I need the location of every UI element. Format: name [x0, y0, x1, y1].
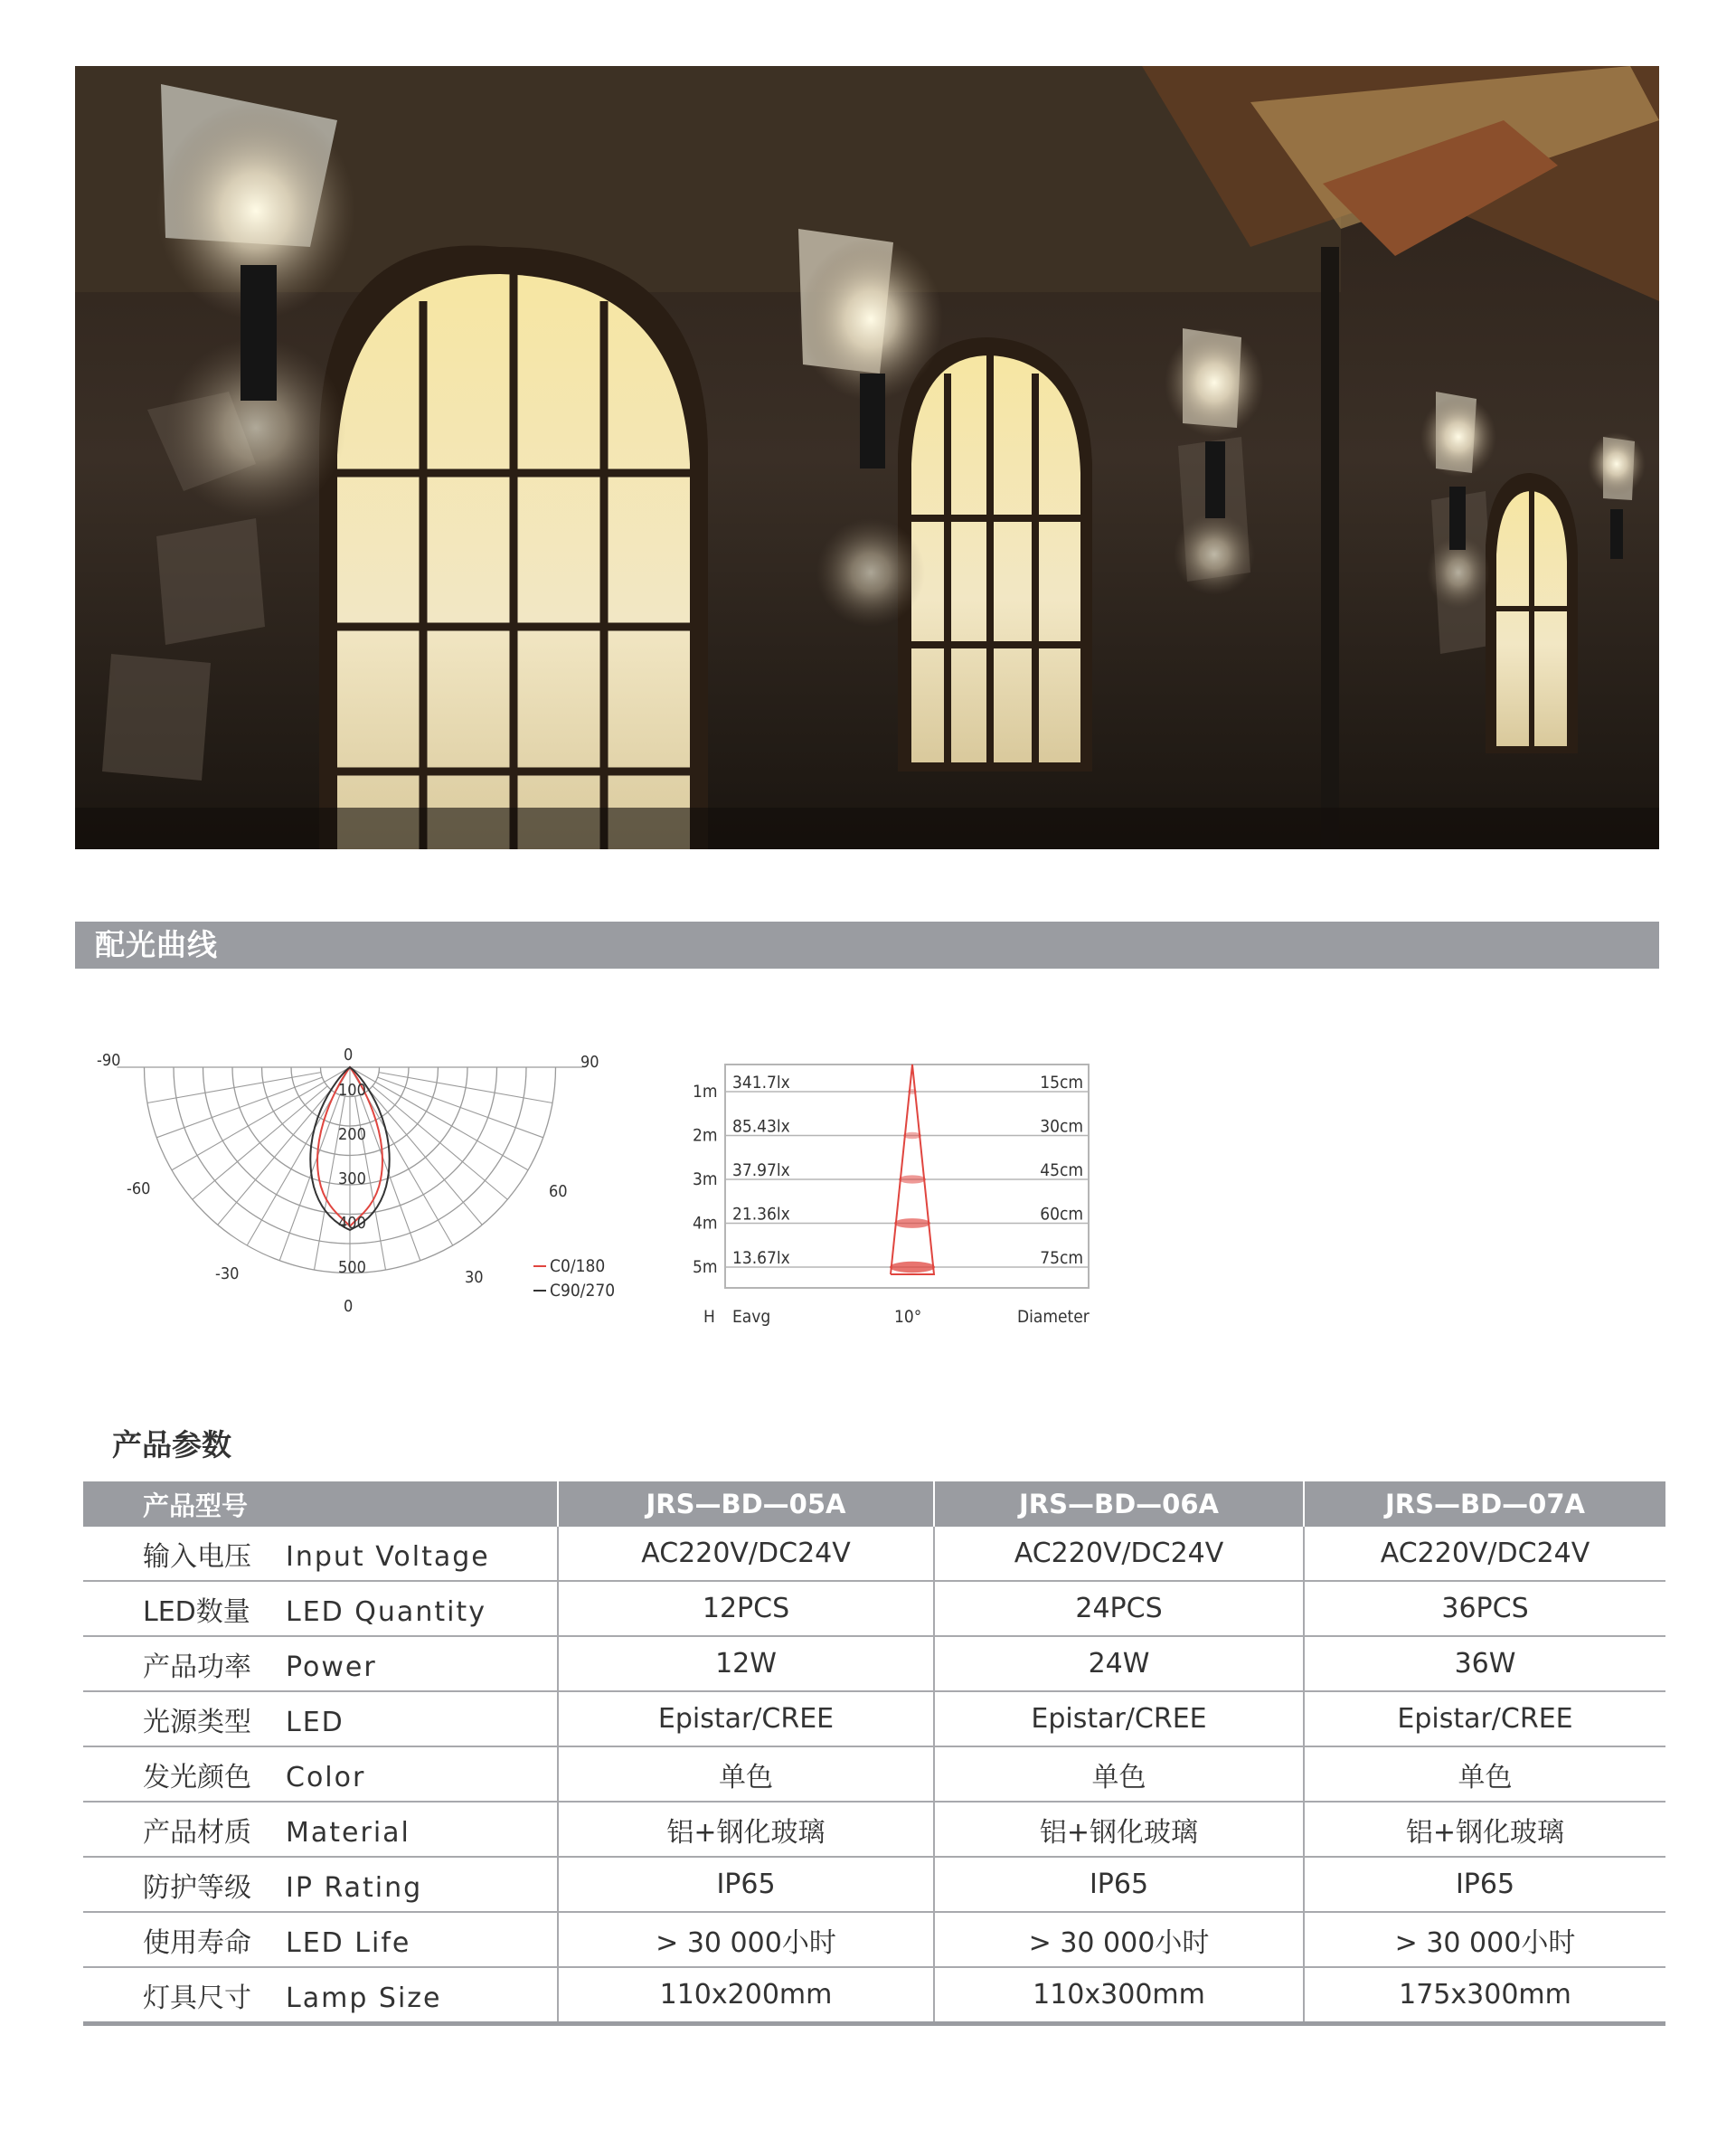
- angle-label-minus-90: -90: [97, 1051, 121, 1070]
- row-label-en: Power: [286, 1651, 377, 1683]
- row-label: [83, 1636, 558, 1691]
- beam-row-lux: 13.67lx: [732, 1248, 790, 1268]
- row-value: 110x300mm: [934, 1967, 1304, 2024]
- hero-illustration: [75, 66, 1659, 849]
- angle-label-minus-30: -30: [215, 1264, 240, 1283]
- params-body: [83, 1527, 1665, 2024]
- row-label: [83, 1912, 558, 1967]
- row-value: 12PCS: [558, 1581, 934, 1636]
- row-value: IP65: [558, 1857, 934, 1912]
- row-value: IP65: [934, 1857, 1304, 1912]
- row-value: IP65: [1304, 1857, 1665, 1912]
- row-label-en: Material: [286, 1816, 410, 1849]
- polar-spoke: [373, 1086, 507, 1199]
- hero-photo: [75, 66, 1659, 849]
- row-value: Epistar/CREE: [1304, 1691, 1665, 1746]
- params-title: 产品参数: [112, 1427, 231, 1462]
- header-model-05a: JRS—BD—05A: [558, 1481, 934, 1527]
- header-model-07a: JRS—BD—07A: [1304, 1481, 1665, 1527]
- beam-row-diameter: 45cm: [1040, 1160, 1083, 1180]
- section-title: 配光曲线: [95, 927, 218, 962]
- row-label-zh: 防护等级: [143, 1871, 251, 1904]
- beam-spot: [908, 1089, 917, 1094]
- table-row: [83, 1581, 1665, 1636]
- table-row: [83, 1527, 1665, 1581]
- beam-cone: [891, 1065, 934, 1274]
- beam-spot: [894, 1218, 930, 1228]
- row-value: 铝+钢化玻璃: [934, 1802, 1304, 1857]
- row-value: 铝+钢化玻璃: [558, 1802, 934, 1857]
- angle-label-top-0: 0: [344, 1046, 354, 1065]
- row-label-zh: 发光颜色: [143, 1761, 251, 1793]
- params-table: [83, 1481, 1665, 2026]
- beam-row-height: 1m: [693, 1082, 718, 1102]
- angle-label-bottom-0: 0: [344, 1297, 354, 1316]
- beam-row-height: 5m: [693, 1257, 718, 1277]
- footer-h: H: [703, 1307, 715, 1327]
- beam-row-height: 2m: [693, 1125, 718, 1146]
- beam-spots: [890, 1089, 935, 1273]
- row-label-zh: 光源类型: [143, 1706, 251, 1738]
- table-row: [83, 1746, 1665, 1802]
- beam-row-diameter: 60cm: [1040, 1204, 1083, 1225]
- beam-row-lux: 21.36lx: [732, 1204, 790, 1225]
- row-value: 175x300mm: [1304, 1967, 1665, 2024]
- footer-beam-angle: 10°: [894, 1307, 922, 1327]
- row-value: 单色: [934, 1746, 1304, 1802]
- row-label-en: IP Rating: [286, 1871, 423, 1904]
- beam-row-height: 4m: [693, 1213, 718, 1234]
- footer-eavg: Eavg: [732, 1307, 771, 1327]
- footer-diameter: Diameter: [1017, 1307, 1090, 1327]
- beam-row-diameter: 30cm: [1040, 1116, 1083, 1137]
- angle-label-90: 90: [580, 1053, 599, 1072]
- row-label: [83, 1581, 558, 1636]
- beam-row-diameter: 15cm: [1040, 1073, 1083, 1093]
- row-value: > 30 000小时: [1304, 1912, 1665, 1967]
- row-label-en: Lamp Size: [286, 1982, 442, 2014]
- table-row: [83, 1636, 1665, 1691]
- row-label: [83, 1857, 558, 1912]
- row-value: 12W: [558, 1636, 934, 1691]
- row-label: [83, 1802, 558, 1857]
- radial-label-200: 200: [338, 1125, 366, 1144]
- row-value: AC220V/DC24V: [934, 1527, 1304, 1581]
- row-value: Epistar/CREE: [934, 1691, 1304, 1746]
- row-label-zh: 灯具尺寸: [143, 1982, 251, 2014]
- beam-row-lux: 85.43lx: [732, 1116, 790, 1137]
- row-label-zh: 产品材质: [143, 1816, 251, 1849]
- beam-rows: [693, 1073, 1089, 1277]
- header-model-label: 产品型号: [83, 1481, 558, 1527]
- table-row: [83, 1967, 1665, 2024]
- polar-spoke: [369, 1090, 482, 1225]
- beam-spot: [899, 1175, 926, 1183]
- row-value: 36W: [1304, 1636, 1665, 1691]
- radial-label-400: 400: [338, 1214, 366, 1233]
- row-value: > 30 000小时: [934, 1912, 1304, 1967]
- radial-label-300: 300: [338, 1169, 366, 1188]
- row-label-en: LED Life: [286, 1926, 411, 1959]
- row-label: [83, 1527, 558, 1581]
- angle-label-30: 30: [465, 1268, 484, 1287]
- row-value: 24W: [934, 1636, 1304, 1691]
- legend-c90-270: C90/270: [550, 1281, 616, 1301]
- row-label-en: LED Quantity: [286, 1595, 486, 1628]
- row-label: [83, 1967, 558, 2024]
- row-label-zh: LED数量: [143, 1595, 250, 1628]
- beam-row-lux: 37.97lx: [732, 1160, 790, 1180]
- beam-spot: [903, 1132, 921, 1140]
- row-value: AC220V/DC24V: [1304, 1527, 1665, 1581]
- beam-row-diameter: 75cm: [1040, 1248, 1083, 1268]
- radial-label-500: 500: [338, 1258, 366, 1277]
- polar-spoke: [193, 1086, 327, 1199]
- section-header-light-curve: [75, 922, 1659, 969]
- table-row: [83, 1802, 1665, 1857]
- row-label-en: Color: [286, 1761, 366, 1793]
- polar-light-distribution-diagram: [81, 1040, 660, 1339]
- row-value: 铝+钢化玻璃: [1304, 1802, 1665, 1857]
- row-value: 单色: [558, 1746, 934, 1802]
- row-label-en: LED: [286, 1706, 344, 1738]
- row-label-zh: 产品功率: [143, 1651, 251, 1683]
- table-row: [83, 1857, 1665, 1912]
- row-value: > 30 000小时: [558, 1912, 934, 1967]
- row-value: 单色: [1304, 1746, 1665, 1802]
- table-row: [83, 1912, 1665, 1967]
- row-value: 24PCS: [934, 1581, 1304, 1636]
- row-value: AC220V/DC24V: [558, 1527, 934, 1581]
- row-value: 36PCS: [1304, 1581, 1665, 1636]
- legend-c0-180: C0/180: [550, 1256, 606, 1276]
- beam-illuminance-diagram: [687, 1054, 1112, 1343]
- table-row: [83, 1691, 1665, 1746]
- row-value: 110x200mm: [558, 1967, 934, 2024]
- row-label-zh: 使用寿命: [143, 1926, 251, 1959]
- polar-spoke: [218, 1090, 331, 1225]
- row-label: [83, 1691, 558, 1746]
- beam-row-height: 3m: [693, 1169, 718, 1189]
- header-model-06a: JRS—BD—06A: [934, 1481, 1304, 1527]
- row-label-en: Input Voltage: [286, 1540, 490, 1573]
- params-header-row: [83, 1481, 1665, 1527]
- beam-spot: [890, 1262, 935, 1273]
- radial-label-100: 100: [338, 1081, 366, 1100]
- row-label-zh: 输入电压: [143, 1540, 251, 1573]
- beam-row-lux: 341.7lx: [732, 1073, 790, 1093]
- row-label: [83, 1746, 558, 1802]
- angle-label-minus-60: -60: [127, 1179, 151, 1198]
- row-value: Epistar/CREE: [558, 1691, 934, 1746]
- angle-label-60: 60: [549, 1182, 568, 1201]
